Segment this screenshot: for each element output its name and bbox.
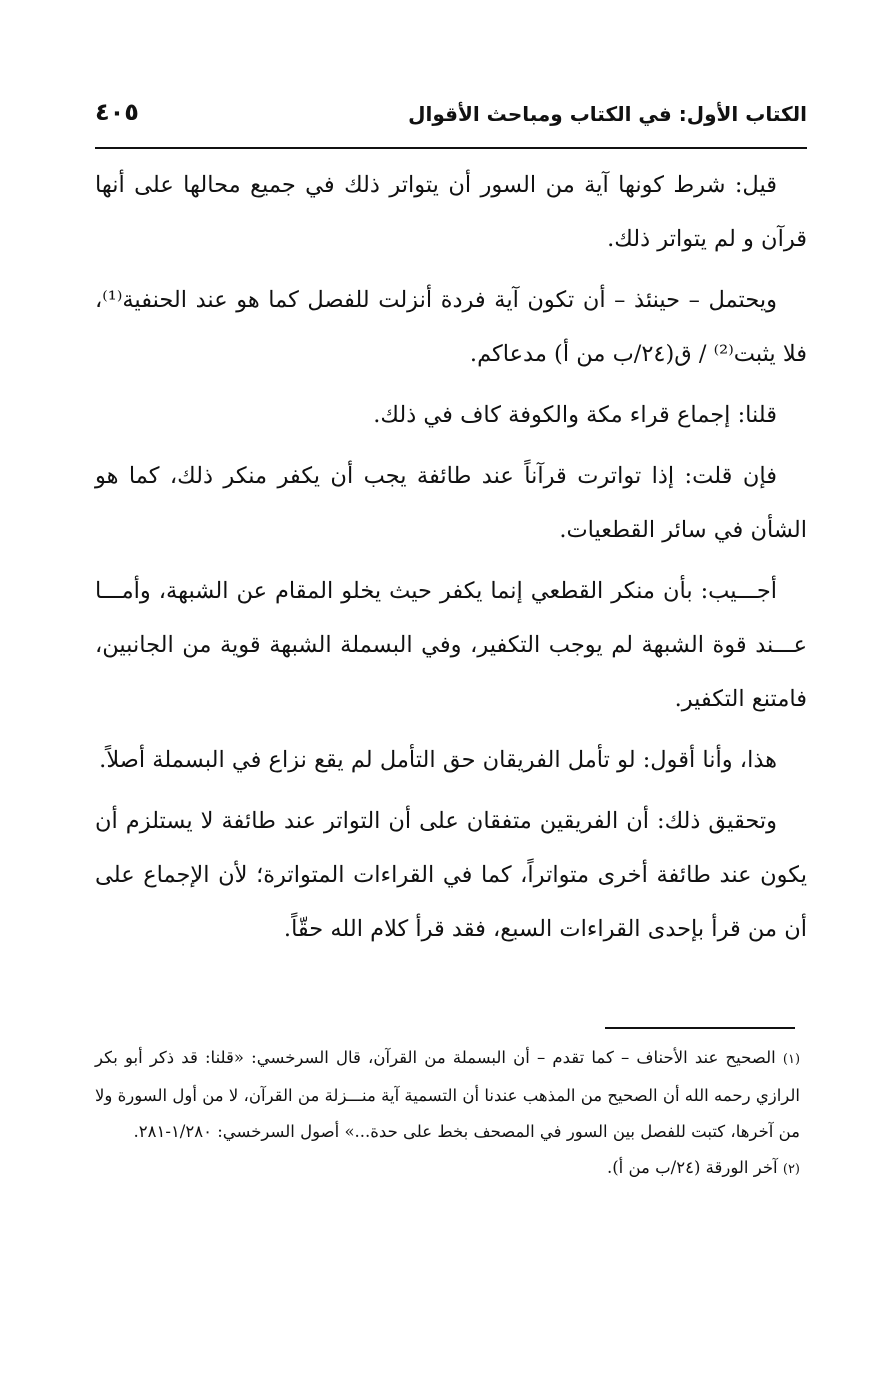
footnote-text: الصحيح عند الأحناف – كما تقدم – أن البسملة من القرآن، قال السرخسي: «قلنا: قد ذكر أبو بكر الرازي رحمه الله أن الصحيح من المذهب عندنا أن التسمية آية منـــزلة من القرآن، لا من أول السورة ولا من آخرها، كتبت للفصل بين السور في المصحف بخط على حدة...» أصول السرخسي: ١/٢٨٠-٢٨١. — [95, 1048, 800, 1141]
footnote-1 — [95, 1040, 800, 1150]
paragraph: فإن قلت: إذا تواترت قرآناً عند طائفة يجب أن يكفر منكر ذلك، كما هو الشأن في سائر القطعيات. — [95, 463, 807, 543]
paragraph: وتحقيق ذلك: أن الفريقين متفقان على أن التواتر عند طائفة لا يستلزم أن يكون عند طائفة أخرى متواتراً، كما في القراءات المتواترة؛ لأن الإجماع على أن من قرأ بإحدى القراءات السبع، فقد قرأ كلام الله حقّاً. — [95, 808, 807, 942]
main-text — [95, 158, 807, 956]
running-header — [95, 96, 807, 148]
page-number: ٤٠٥ — [95, 98, 139, 126]
footnote-2 — [95, 1150, 800, 1188]
running-title: الكتاب الأول: في الكتاب ومباحث الأقوال — [408, 102, 807, 126]
paragraph: قيل: شرط كونها آية من السور أن يتواتر ذلك في جميع محالها على أنها قرآن و لم يتواتر ذلك. — [95, 172, 807, 252]
footnote-divider — [605, 1027, 795, 1029]
paragraph: أجـــيب: بأن منكر القطعي إنما يكفر حيث يخلو المقام عن الشبهة، وأمـــا عـــند قوة الشبهة لم يوجب التكفير، وفي البسملة الشبهة قوية من الجانبين، فامتنع التكفير. — [95, 578, 807, 712]
header-divider — [95, 147, 807, 149]
footnotes — [95, 1040, 800, 1188]
paragraph: قلنا: إجماع قراء مكة والكوفة كاف في ذلك. — [373, 402, 777, 428]
footnote-text: آخر الورقة (٢٤/ب من أ). — [606, 1158, 778, 1177]
paragraph: ويحتمل – حينئذ – أن تكون آية فردة أنزلت للفصل كما هو عند الحنفية⁽¹⁾، فلا يثبت⁽²⁾ / ق(٢٤/ب من أ) مدعاكم. — [95, 287, 807, 367]
footnote-number: (٢) — [782, 1162, 800, 1177]
footnote-number: (١) — [782, 1052, 801, 1067]
paragraph: هذا، وأنا أقول: لو تأمل الفريقان حق التأمل لم يقع نزاع في البسملة أصلاً. — [99, 747, 777, 773]
